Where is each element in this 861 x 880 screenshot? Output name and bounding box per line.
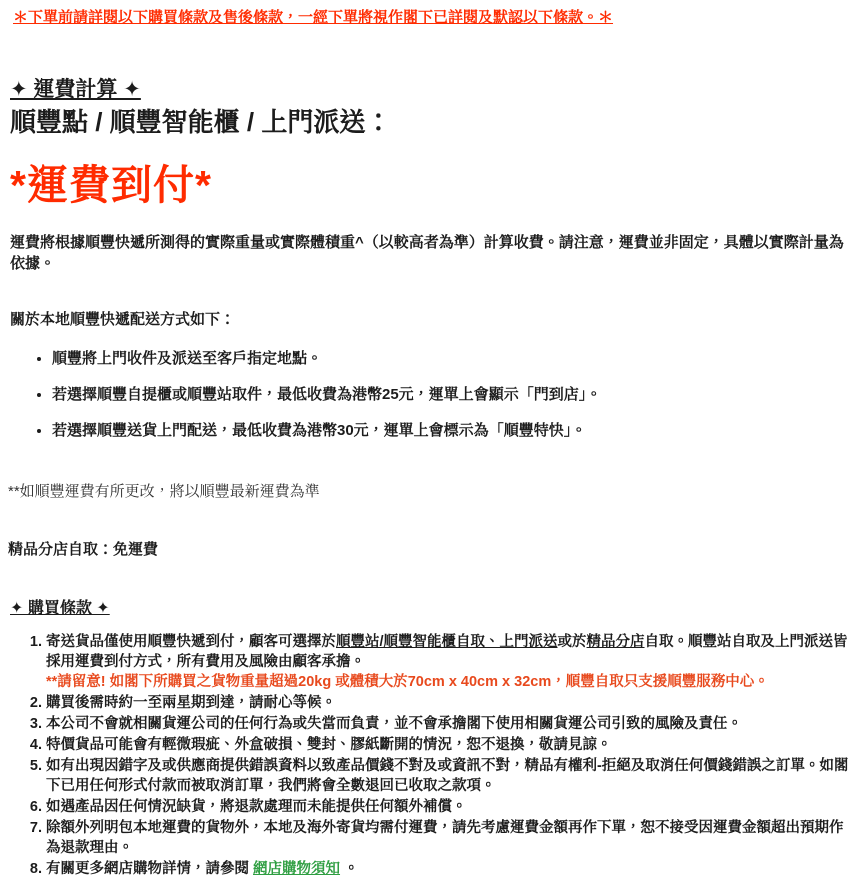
term-1-pickup-options-underlined: 順豐站/順豐智能櫃自取、上門派送 [336,634,558,650]
term-1-text-b: 或於 [557,634,587,650]
list-item-door-pickup: • 順豐將上門收件及派送至客戶指定地點。 [52,349,861,368]
list-item-home-delivery: • 若選擇順豐送貨上門配送，最低收費為港幣30元，運單上會標示為「順豐特快」。 [52,421,861,440]
term-item-out-of-stock: 6. 如遇產品因任何情況缺貨，將退款處理而未能提供任何額外補償。 [46,797,853,817]
term-item-delivery-time: 2. 購買後需時約一至兩星期到達，請耐心等候。 [46,693,853,713]
term-8-text-post: 。 [340,861,359,877]
term-1-text-a: 寄送貨品僅使用順豐快遞到付，顧客可選擇於 [46,634,336,650]
purchase-terms-heading: ✦ 購買條款 ✦ [10,600,110,617]
list-item-locker-station: • 若選擇順豐自提櫃或順豐站取件，最低收費為港幣25元，運單上會顯示「門到店」。 [52,385,861,404]
shipping-fee-description: 運費將根據順豐快遞所測得的實際重量或實際體積重^（以較高者為準）計算收費。請注意，運費並非固定，具體以實際計量為依據。 [10,234,844,272]
term-1-store-underlined: 精品分店 [586,634,645,650]
term-1-text-c: 自取。順豐站自取及上門派送皆採用運費到付方式，所有費用及風險由顧客承擔。 [46,634,848,670]
freight-collect-highlight: *運費到付* [10,162,212,208]
term-item-more-info [46,859,853,879]
delivery-methods-list [0,349,861,440]
term-item-pricing-errors: 5. 如有出現因錯字及或供應商提供錯誤資料以致產品價錢不對及或資訊不對，精品有權利-拒絕及取消任何價錢錯誤之訂單。如閣下已用任何形式付款而被取消訂單，我們將會全數退回已收取之款項。 [46,756,853,796]
store-pickup-free-note: 精品分店自取：免運費 [8,541,159,558]
purchase-terms-list [0,632,853,879]
delivery-methods-title: 關於本地順豐快遞配送方式如下： [10,311,236,328]
pre-order-notice: ＊下單前請詳閱以下購買條款及售後條款，一經下單將視作閣下已詳閱及默認以下條款。＊ [13,9,614,26]
term-item-shipping-fee-refund: 7. 除額外列明包本地運費的貨物外，本地及海外寄貨均需付運費，請先考慮運費金額再作下單，恕不接受因運費金額超出預期作為退款理由。 [46,818,853,858]
term-item-courier-liability: 3. 本公司不會就相關貨運公司的任何行為或失當而負責，並不會承擔閣下使用相關貨運公司引致的風險及責任。 [46,714,853,734]
purchase-terms-page [0,9,861,879]
term-8-text-pre: 有關更多網店購物詳情，請參閱 [46,861,254,877]
term-item-shipping-options [46,632,853,692]
term-item-discounted-goods: 4. 特價貨品可能會有輕微瑕疵、外盒破損、雙封、膠紙斷開的情況，恕不退換，敬請見諒。 [46,735,853,755]
weight-size-warning: **請留意! 如閣下所購買之貨物重量超過20kg 或體積大於70cm x 40cm x 32cm，順豐自取只支援順豐服務中心。 [46,674,769,690]
fee-change-note: **如順豐運費有所更改，將以順豐最新運費為準 [8,483,320,500]
shipping-calc-heading: ✦ 運費計算 ✦ [10,78,141,101]
shipping-methods-subheading: 順豐點 / 順豐智能櫃 / 上門派送： [10,107,392,137]
store-shopping-guide-link[interactable]: 網店購物須知 [253,861,341,877]
